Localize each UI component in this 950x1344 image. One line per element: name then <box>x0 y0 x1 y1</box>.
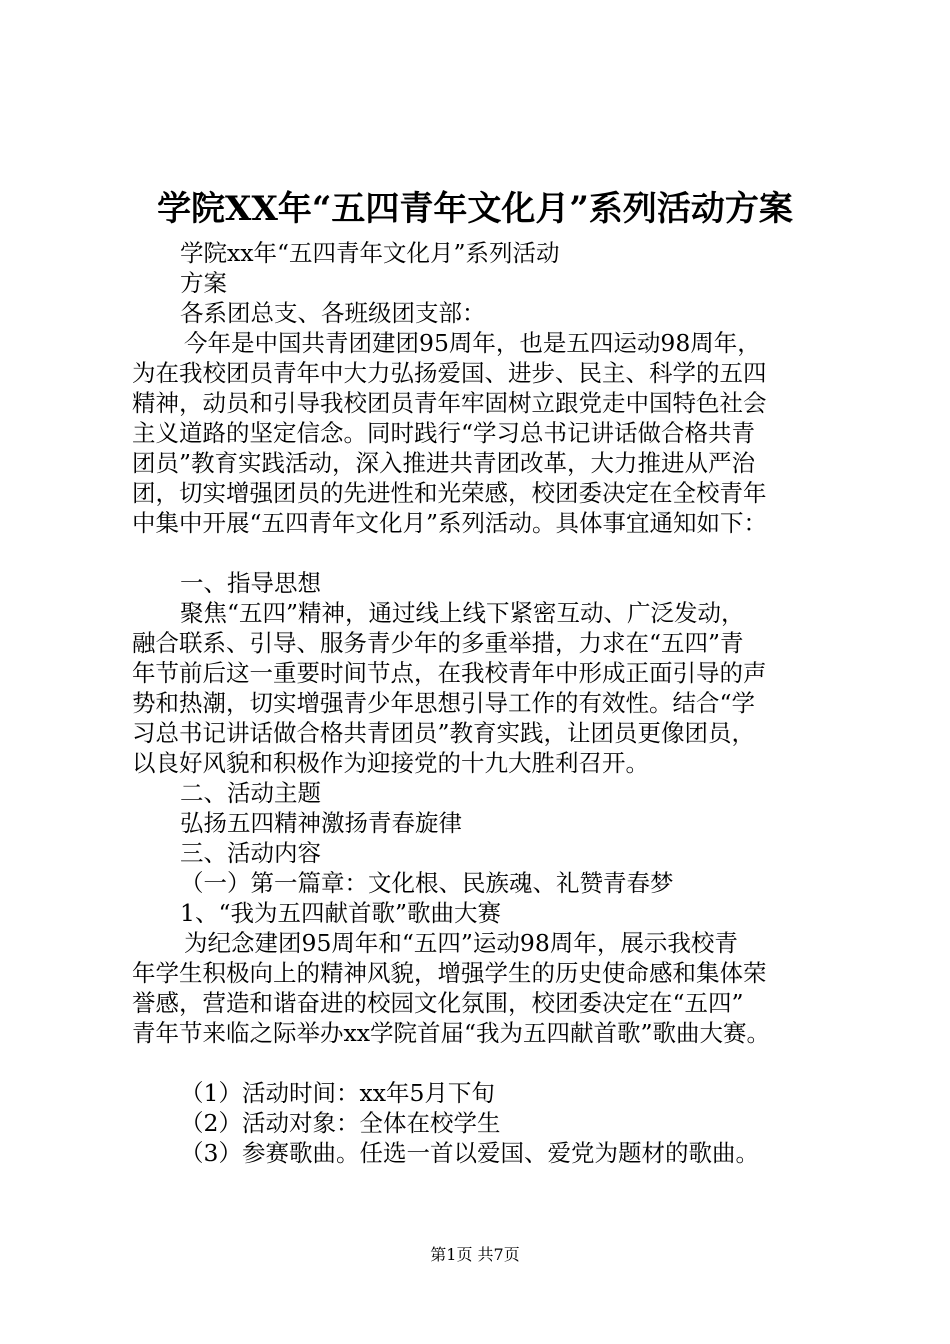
paragraph-line: 年学生积极向上的精神风貌，增强学生的历史使命感和集体荣 <box>132 959 767 987</box>
section-heading: 三、活动内容 <box>180 839 321 867</box>
paragraph-line: 精神，动员和引导我校团员青年牢固树立跟党走中国特色社会 <box>132 389 767 417</box>
section-heading: 一、指导思想 <box>180 569 321 597</box>
subsection-heading: （一）第一篇章：文化根、民族魂、礼赞青春梦 <box>180 869 674 897</box>
paragraph-line: 以良好风貌和积极作为迎接党的十九大胜利召开。 <box>132 749 649 777</box>
paragraph-line: 誉感，营造和谐奋进的校园文化氛围，校团委决定在“五四” <box>132 989 744 1017</box>
paragraph-line: 为在我校团员青年中大力弘扬爱国、进步、民主、科学的五四 <box>132 359 767 387</box>
paragraph-line: 青年节来临之际举办xx学院首届“我为五四献首歌”歌曲大赛。 <box>132 1019 771 1047</box>
list-item: （3）参赛歌曲。任选一首以爱国、爱党为题材的歌曲。 <box>180 1139 759 1167</box>
paragraph-line: 今年是中国共青团建团95周年，也是五四运动98周年， <box>184 329 761 357</box>
paragraph-line: 主义道路的坚定信念。同时践行“学习总书记讲话做合格共青 <box>132 419 756 447</box>
paragraph-line: 聚焦“五四”精神，通过线上线下紧密互动、广泛发动， <box>180 599 745 627</box>
page-footer: 第1页 共7页 <box>430 1245 520 1264</box>
item-heading: 1、“我为五四献首歌”歌曲大赛 <box>180 899 501 927</box>
paragraph-line: 中集中开展“五四青年文化月”系列活动。具体事宜通知如下： <box>132 509 768 537</box>
paragraph-line: 年节前后这一重要时间节点，在我校青年中形成正面引导的声 <box>132 659 767 687</box>
paragraph-line: 融合联系、引导、服务青少年的多重举措，力求在“五四”青 <box>132 629 744 657</box>
section-heading: 二、活动主题 <box>180 779 321 807</box>
subtitle-line-2: 方案 <box>180 269 227 297</box>
paragraph-line: 习总书记讲话做合格共青团员”教育实践，让团员更像团员， <box>132 719 756 747</box>
paragraph-gap <box>132 1048 848 1078</box>
list-item: （2）活动对象：全体在校学生 <box>180 1109 501 1137</box>
paragraph-line: 为纪念建团95周年和“五四”运动98周年，展示我校青 <box>184 929 738 957</box>
paragraph-line: 势和热潮，切实增强青少年思想引导工作的有效性。结合“学 <box>132 689 756 717</box>
list-item: （1）活动时间：xx年5月下旬 <box>180 1079 495 1107</box>
paragraph-gap <box>132 538 848 568</box>
salutation: 各系团总支、各班级团支部： <box>180 299 486 327</box>
subtitle-line-1: 学院xx年“五四青年文化月”系列活动 <box>180 239 560 267</box>
document-body <box>132 238 848 1168</box>
paragraph-line: 团员”教育实践活动，深入推进共青团改革，大力推进从严治 <box>132 449 756 477</box>
paragraph-line: 团，切实增强团员的先进性和光荣感，校团委决定在全校青年 <box>132 479 767 507</box>
theme-line: 弘扬五四精神激扬青春旋律 <box>180 809 462 837</box>
document-title: 学院XX年“五四青年文化月”系列活动方案 <box>157 189 793 229</box>
